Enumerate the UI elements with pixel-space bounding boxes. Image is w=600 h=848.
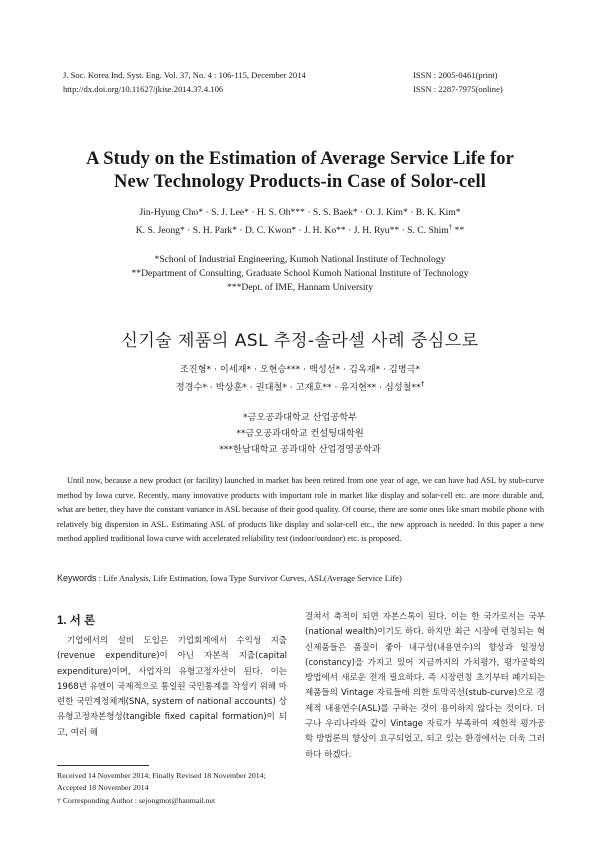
footnote-divider xyxy=(57,765,149,766)
corresponding-author: † Corresponding Author : sejongmot@hanmail.net xyxy=(57,795,216,805)
authors-ko-line2 xyxy=(40,377,560,395)
corresponding-mark-ko: † xyxy=(420,380,425,388)
doi-link[interactable]: http://dx.doi.org/10.11627/jkise.2014.37.4.106 xyxy=(63,84,224,94)
issn-online: ISSN : 2287-7975(online) xyxy=(413,84,503,94)
keywords-text: : Life Analysis, Life Estimation, Iowa Type Survivor Curves, ASL(Average Service Life) xyxy=(98,573,402,583)
authors-ko xyxy=(40,362,560,395)
title-en-line2: New Technology Products-in Case of Solor-cell xyxy=(114,172,486,192)
section-heading: 1. 서 론 xyxy=(57,615,96,627)
authors-en-line2-tail: ** xyxy=(452,225,465,237)
authors-ko-line1: 조진형* · 이세재* · 오현승*** · 백성선* · 김옥재* · 김병극* xyxy=(179,364,421,375)
affil-en-line2: **Department of Consulting, Graduate School Kumoh National Institute of Technology xyxy=(131,268,469,279)
affiliations-ko xyxy=(40,410,560,458)
paper-title-en xyxy=(40,148,560,194)
authors-en-line2-text: K. S. Jeong* · S. H. Park* · D. C. Kwon* · J. H. Ko** · J. H. Ryu** · S. C. Shim xyxy=(135,225,449,237)
left-column xyxy=(57,634,287,741)
authors-en-line2 xyxy=(40,220,560,238)
corresponding-mark: † xyxy=(448,223,453,231)
affil-en-line3: ***Dept. of IME, Hannam University xyxy=(226,282,373,293)
authors-en xyxy=(40,205,560,238)
title-en-line1: A Study on the Estimation of Average Service Life for xyxy=(86,149,514,169)
journal-citation: J. Soc. Korea Ind. Syst. Eng. Vol. 37, No. 4 : 106-115, December 2014 xyxy=(63,70,306,80)
paper-title-ko: 신기술 제품의 ASL 추정-솔라셀 사례 중심으로 xyxy=(121,331,479,351)
affil-ko-line3: ***한남대학교 공과대학 산업경영공학과 xyxy=(219,444,381,455)
intro-paragraph-left: 기업에서의 설비 도입은 기업회계에서 수익성 지출(revenue expenditure)이 아닌 자본적 지출(capital expenditure)이며, 사업자의 유형고정자산이 된다. 이는 1968년 유엔이 국제적으로 통일된 국민통계를 작성키 위해 마련한 국민계정체계(SNA, system of national accounts) 상 유형고정자본형성(tangible fixed capital formation)이 되고, 여러 해 xyxy=(57,636,287,738)
keywords xyxy=(57,572,544,585)
affil-ko-line2: **금오공과대학교 컨설팅대학원 xyxy=(236,428,364,439)
footnotes xyxy=(57,770,292,807)
journal-header xyxy=(63,68,306,96)
affiliations-en xyxy=(40,253,560,295)
issn-print: ISSN : 2005-0461(print) xyxy=(413,70,498,80)
affil-en-line1: *School of Industrial Engineering, Kumoh National Institute of Technology xyxy=(154,254,446,265)
affil-ko-line1: *금오공과대학교 산업공학부 xyxy=(242,412,357,423)
accepted-date: Accepted 18 November 2014 xyxy=(57,783,149,793)
received-date: Received 14 November 2014; Finally Revised 18 November 2014; xyxy=(57,771,266,780)
authors-en-line1: Jin-Hyung Cho* · S. J. Lee* · H. S. Oh*** · S. S. Baek* · O. J. Kim* · B. K. Kim* xyxy=(139,207,461,218)
issn-header xyxy=(413,68,503,96)
intro-paragraph-right: 걸쳐서 축적이 되면 자본스톡이 된다. 이는 한 국가로서는 국부(national wealth)이기도 하다. 하지만 최근 시장에 런칭되는 혁신제품들은 품질이 좋아 내구성(내용연수)의 향상과 일정성(constancy)을 가지고 있어 지금까지의 가치평가, 평가공학의 방법에서 새로운 전개 필요하다. 즉 시장런칭 초기부터 폐기되는 제품들의 Vintage 자료들에 의한 토막곡선(stub-curve)으로 경제적 내용연수(ASL)를 구하는 것이 용이하지 않다는 것이다. 더구나 우리나라와 같이 Vintage 자료가 부족하여 제한적 평가공학 방법론의 향상이 요구되었고, 되고 있는 환경에서는 더욱 그러하다 하겠다. xyxy=(305,612,545,760)
keywords-label: Keywords xyxy=(57,573,97,583)
right-column xyxy=(305,610,545,763)
authors-ko-line2-text: 정경수* · 박상훈* · 권대철* · 고재호** · 유지현** · 심성철** xyxy=(175,382,421,394)
abstract: Until now, because a new product (or facility) launched in market has been retired from one year of age, we can have had ASL by stub-curve method by Iowa curve. Recently, many innovative products with important role in market like display and solar-cell etc. are more durable and, what are better, they have the constant variance in ASL because of their good quality. Of course, there are some ones like smart mobile phone with relatively big dispersion in ASL. Estimating ASL of products like display and solar-cell etc., the new approach is needed. In this paper a new method applied traditional Iowa curve with accelerated reliability test (indoor/outdoor) etc. is proposed. xyxy=(57,476,544,544)
